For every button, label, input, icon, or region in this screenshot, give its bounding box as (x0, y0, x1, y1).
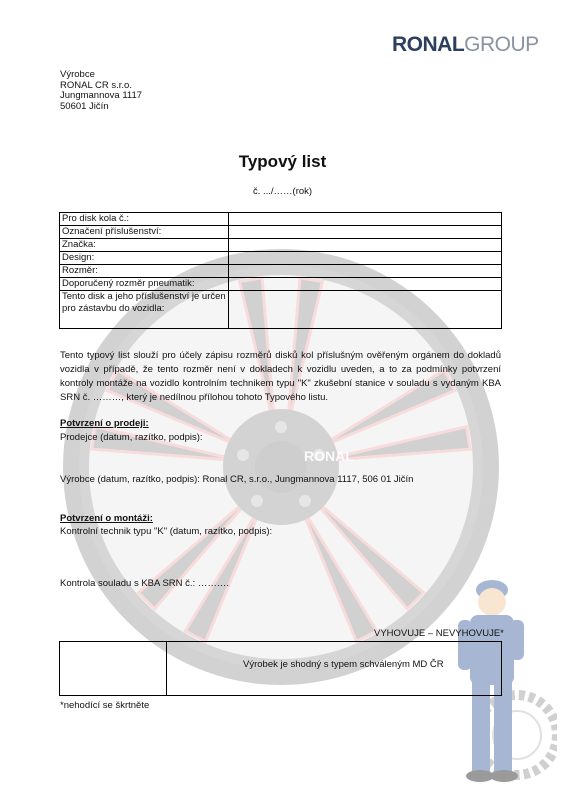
row-label: Design: (60, 252, 229, 265)
row-label: Označení příslušenství: (60, 226, 229, 239)
row-label: Značka: (60, 239, 229, 252)
row-label: Rozměr: (60, 265, 229, 278)
sender-street: Jungmannova 1117 (60, 90, 143, 101)
row-value-field[interactable] (229, 265, 502, 278)
wheel-info-table (59, 212, 502, 329)
row-value-field[interactable] (229, 291, 502, 329)
row-value-field[interactable] (229, 252, 502, 265)
conformity-statement: Výrobek je shodný s typem schváleným MD ČR (243, 659, 444, 670)
manufacturer-address (60, 70, 142, 112)
mounting-confirmation-heading: Potvrzení o montáži: (60, 513, 153, 524)
logo-text-primary: RONAL (392, 33, 465, 56)
row-value-field[interactable] (229, 226, 502, 239)
table-row (60, 278, 502, 291)
row-value-field[interactable] (229, 213, 502, 226)
sender-city: 50601 Jičín (60, 100, 109, 112)
table-row (60, 252, 502, 265)
table-row (60, 226, 502, 239)
kba-compliance-line: Kontrola souladu s KBA SRN č.: ………. (60, 578, 229, 589)
table-row (60, 213, 502, 226)
technician-signature-line: Kontrolní technik typu "K" (datum, razítko, podpis): (60, 526, 273, 537)
row-value-field[interactable] (229, 239, 502, 252)
sender-company: RONAL CR s.r.o. (60, 79, 132, 91)
document-number: č. .../……(rok) (252, 186, 313, 197)
logo-text-secondary: GROUP (464, 33, 539, 56)
explanatory-paragraph: Tento typový list slouží pro účely zápisu rozměrů disků kol příslušným ověřeným orgánem do dokladů vozidla v případě, že tento rozměr není v dokladech k vozidlu uveden, a to za podmínky potvrzení kontroly montáže na vozidlo kontrolním technikem typu "K" zkušební stanice v souladu s vydaným KBA SRN č. ………, který je nedílnou přílohou tohoto Typového listu. (60, 350, 501, 403)
ronal-group-logo (392, 33, 539, 57)
wheel-brand-label: RONAL (304, 448, 354, 464)
row-label: Tento disk a jeho příslušenství je určen pro zástavbu do vozidla: (60, 291, 229, 329)
conformity-box (59, 641, 502, 696)
verdict-options: VYHOVUJE – NEVYHOVUJE* (374, 628, 504, 639)
seller-signature-line: Prodejce (datum, razítko, podpis): (60, 432, 203, 443)
row-label: Pro disk kola č.: (60, 213, 229, 226)
document-title: Typový list (238, 152, 327, 171)
sale-confirmation-heading: Potvrzení o prodeji: (60, 418, 149, 429)
table-row (60, 291, 502, 329)
row-value-field[interactable] (229, 278, 502, 291)
row-label: Doporučený rozměr pneumatik: (60, 278, 229, 291)
manufacturer-signature-line: Výrobce (datum, razítko, podpis): Ronal CR, s.r.o., Jungmannova 1117, 506 01 Jičín (60, 474, 414, 485)
stamp-field[interactable] (60, 642, 167, 695)
table-row (60, 265, 502, 278)
footnote: *nehodící se škrtněte (60, 700, 150, 711)
table-row (60, 239, 502, 252)
sender-label: Výrobce (60, 69, 95, 80)
